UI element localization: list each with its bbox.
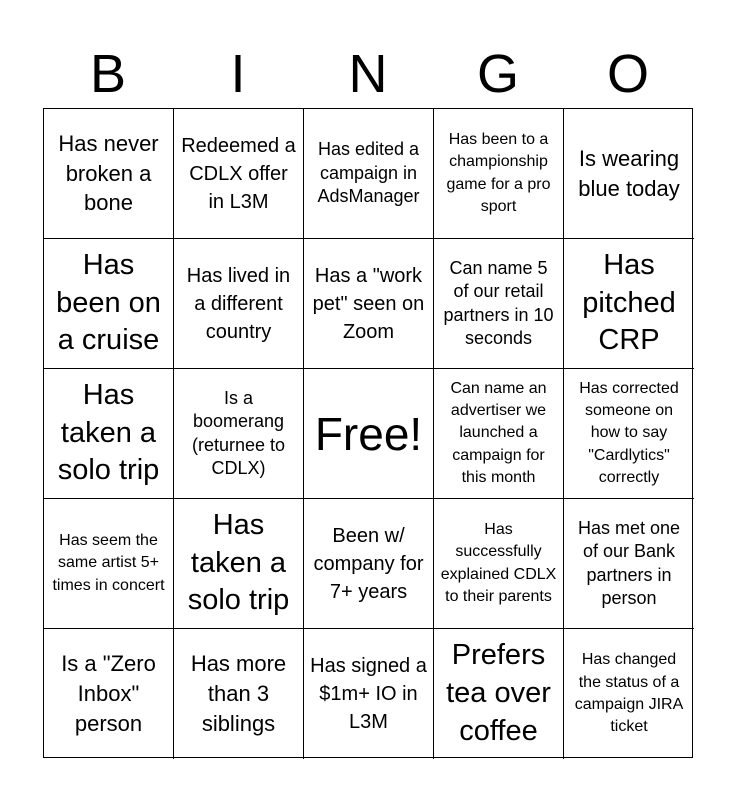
cell-text: Has never broken a bone (58, 130, 159, 216)
header-letter-i: I (230, 44, 246, 104)
header-letter-o: O (606, 44, 649, 104)
cell-text: Has been to a championship game for a pro sport (446, 130, 551, 215)
cell-text: Prefers tea over coffee (446, 639, 551, 747)
bingo-cell-n5[interactable] (304, 629, 434, 759)
cell-text: Can name 5 of our retail partners in 10 seconds (443, 257, 554, 348)
cell-text: Has seem the same artist 5+ times in concert (52, 531, 165, 594)
cell-text: Has lived in a different country (186, 264, 291, 343)
bingo-cell-o3[interactable] (564, 369, 694, 499)
bingo-cell-b4[interactable] (44, 499, 174, 629)
cell-text: Redeemed a CDLX offer in L3M (181, 134, 296, 213)
bingo-cell-g4[interactable] (434, 499, 564, 629)
cell-text: Has edited a campaign in AdsManager (317, 139, 420, 207)
bingo-cell-b1[interactable] (44, 109, 174, 239)
bingo-cell-g2[interactable] (434, 239, 564, 369)
bingo-header (43, 40, 693, 108)
bingo-cell-b5[interactable] (44, 629, 174, 759)
cell-text: Has changed the status of a campaign JIRA ticket (574, 651, 684, 736)
bingo-cell-n2[interactable] (304, 239, 434, 369)
bingo-cell-i5[interactable] (174, 629, 304, 759)
bingo-cell-g5[interactable] (434, 629, 564, 759)
bingo-cell-o1[interactable] (564, 109, 694, 239)
bingo-cell-i3[interactable] (174, 369, 304, 499)
bingo-cell-o2[interactable] (564, 239, 694, 369)
cell-text: Has been on a cruise (56, 248, 161, 357)
cell-text: Has successfully explained CDLX to their parents (440, 520, 557, 605)
header-letter-n: N (348, 44, 388, 104)
cell-text: Has more than 3 siblings (190, 651, 287, 736)
header-letter-g: G (476, 44, 519, 104)
bingo-cell-n1[interactable] (304, 109, 434, 239)
cell-text: Is a boomerang (returnee to CDLX) (191, 387, 286, 478)
bingo-cell-b2[interactable] (44, 239, 174, 369)
cell-text: Has signed a $1m+ IO in L3M (310, 655, 427, 733)
cell-text: Has a "work pet" seen on Zoom (312, 264, 425, 343)
cell-text: Has met one of our Bank partners in person (577, 517, 681, 608)
bingo-cell-i1[interactable] (174, 109, 304, 239)
header-letter-b: B (89, 44, 127, 104)
bingo-cell-o5[interactable] (564, 629, 694, 759)
bingo-cell-i4[interactable] (174, 499, 304, 629)
bingo-cell-g1[interactable] (434, 109, 564, 239)
bingo-cell-o4[interactable] (564, 499, 694, 629)
bingo-cell-i2[interactable] (174, 239, 304, 369)
bingo-card (43, 108, 693, 758)
bingo-cell-n4[interactable] (304, 499, 434, 629)
cell-text: Is wearing blue today (578, 145, 680, 201)
cell-text: Has pitched CRP (582, 248, 676, 357)
bingo-cell-free[interactable] (304, 369, 434, 499)
cell-text: Has corrected someone on how to say "Cardlytics" correctly (579, 379, 679, 487)
cell-text: Been w/ company for 7+ years (313, 524, 424, 603)
cell-text: Can name an advertiser we launched a campaign for this month (450, 379, 547, 487)
bingo-cell-g3[interactable] (434, 369, 564, 499)
cell-text: Has taken a solo trip (187, 508, 290, 617)
cell-text: Has taken a solo trip (57, 378, 160, 487)
cell-text: Is a "Zero Inbox" person (61, 651, 156, 736)
cell-text: Free! (314, 407, 423, 460)
bingo-cell-b3[interactable] (44, 369, 174, 499)
